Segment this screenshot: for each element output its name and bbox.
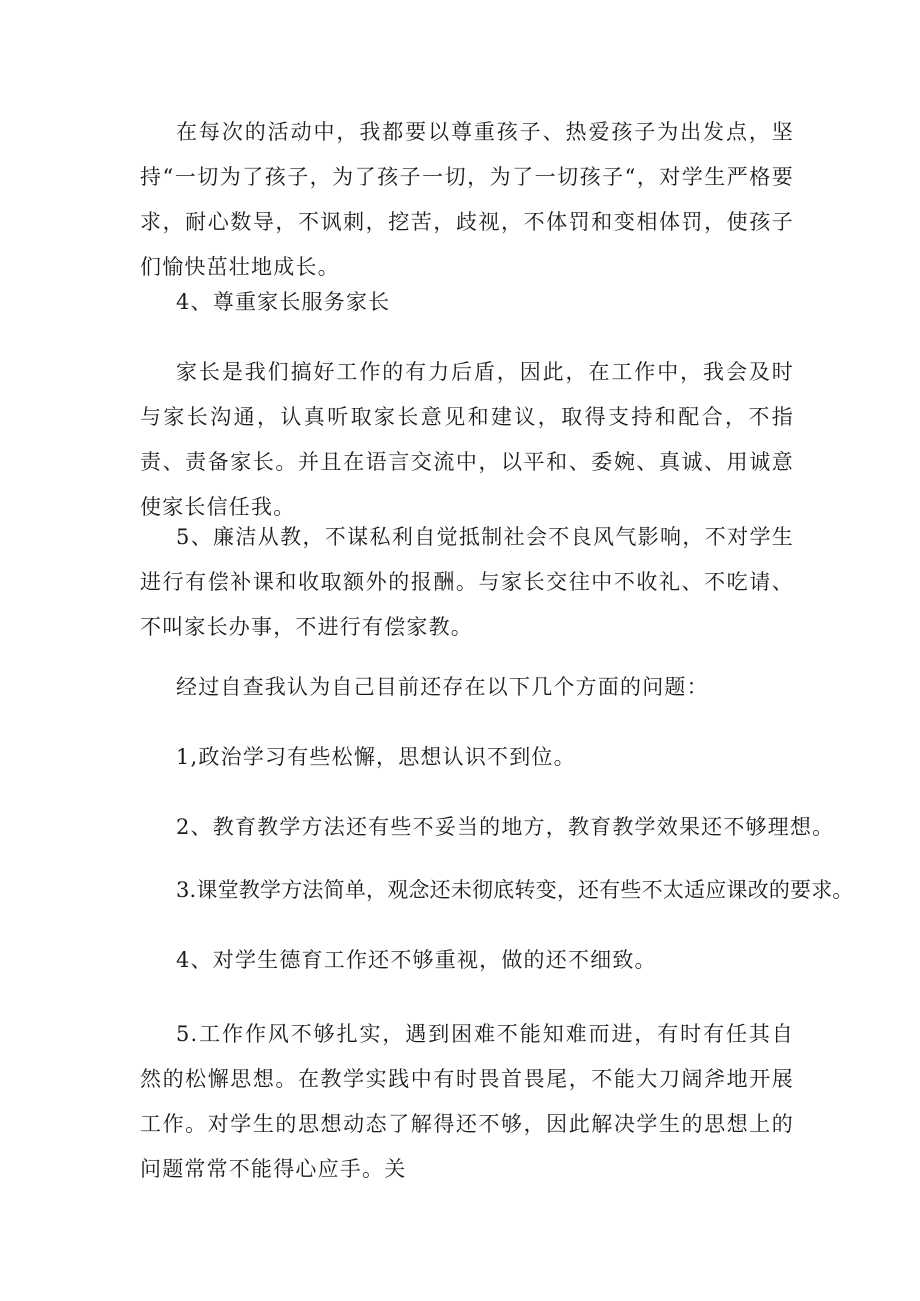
paragraph-parents-communication: 家长是我们搞好工作的有力后盾，因此，在工作中，我会及时与家长沟通，认真听取家长意见和建议，取得支持和配合，不指责、责备家长。并且在语言交流中，以平和、委婉、真诚、用诚意使家长信任我。 — [140, 360, 794, 519]
paragraph-self-check-intro: 经过自查我认为自己目前还存在以下几个方面的问题： — [176, 675, 709, 699]
paragraph-integrity: 5、廉洁从教，不谋私利自觉抵制社会不良风气影响，不对学生进行有偿补课和收取额外的报酬。与家长交往中不收礼、不吃请、不叫家长办事，不进行有偿家教。 — [140, 525, 794, 639]
problem-item-1: 1,政治学习有些松懈，思想认识不到位。 — [176, 745, 576, 769]
problem-item-3: 3.课堂教学方法简单，观念还未彻底转变，还有些不太适应课改的要求。 — [176, 878, 854, 902]
paragraph-child-respect: 在每次的活动中，我都要以尊重孩子、热爱孩子为出发点，坚持“一切为了孩子，为了孩子一切，为了一切孩子“，对学生严格要求，耐心数导，不讽刺，挖苦，歧视，不体罚和变相体罚，使孩子们愉快茁壮地成长。 — [140, 120, 794, 279]
problem-item-2: 2、教育教学方法还有些不妥当的地方，教育教学效果还不够理想。 — [176, 815, 835, 839]
heading-respect-parents: 4、尊重家长服务家长 — [176, 290, 391, 314]
problem-item-5: 5.工作作风不够扎实，遇到困难不能知难而进，有时有任其自然的松懈思想。在教学实践中有时畏首畏尾，不能大刀阔斧地开展工作。对学生的思想动态了解得还不够，因此解决学生的思想上的问题常常不能得心应手。关 — [140, 1022, 794, 1181]
problem-item-4: 4、对学生德育工作还不够重视，做的还不细致。 — [176, 948, 657, 972]
